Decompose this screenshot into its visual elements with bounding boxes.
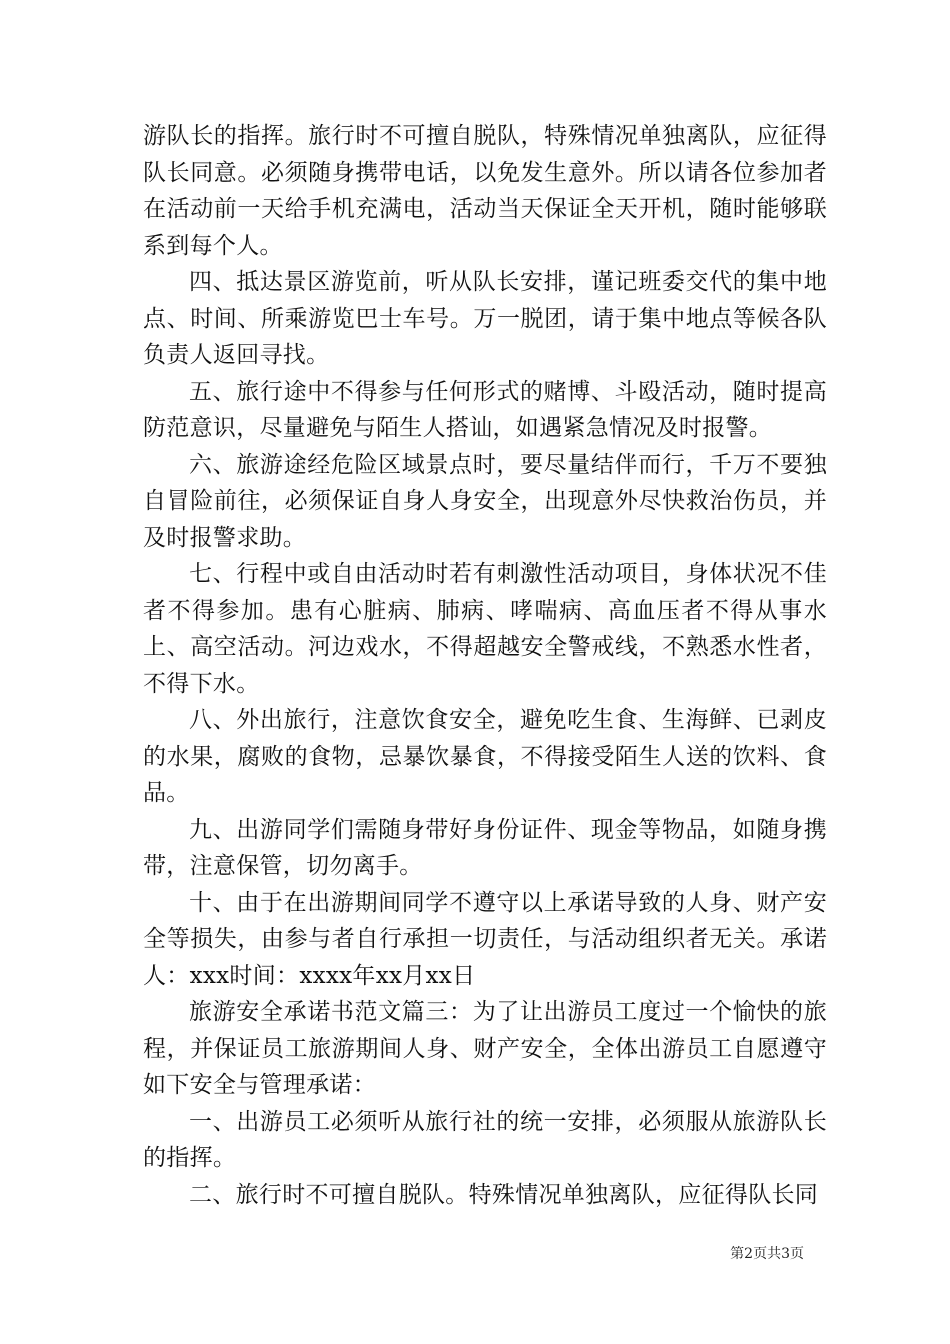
paragraph-article-three-item-1: 一、出游员工必须听从旅行社的统一安排，必须服从旅游队长的指挥。 <box>143 1108 827 1171</box>
page-number-indicator: 第2页共3页 <box>730 1246 804 1262</box>
paragraph-item-6: 六、旅游途经危险区域景点时，要尽量结伴而行，千万不要独自冒险前往，必须保证自身人身安全，出现意外尽快救治伤员，并及时报警求助。 <box>143 451 827 551</box>
paragraph-item-9: 九、出游同学们需随身带好身份证件、现金等物品，如随身携带，注意保管，切勿离手。 <box>143 816 827 879</box>
paragraph-item-7: 七、行程中或自由活动时若有刺激性活动项目，身体状况不佳者不得参加。患有心脏病、肺病、哮喘病、高血压者不得从事水上、高空活动。河边戏水，不得超越安全警戒线，不熟悉水性者，不得下水。 <box>143 561 827 697</box>
paragraph-continuation: 游队长的指挥。旅行时不可擅自脱队，特殊情况单独离队，应征得队长同意。必须随身携带电话，以免发生意外。所以请各位参加者在活动前一天给手机充满电，活动当天保证全天开机，随时能够联系到每个人。 <box>143 123 827 259</box>
document-body <box>143 118 827 1213</box>
paragraph-article-three-intro: 旅游安全承诺书范文篇三：为了让出游员工度过一个愉快的旅程，并保证员工旅游期间人身、财产安全，全体出游员工自愿遵守如下安全与管理承诺： <box>143 999 827 1098</box>
paragraph-item-5: 五、旅行途中不得参与任何形式的赌博、斗殴活动，随时提高防范意识，尽量避免与陌生人搭讪，如遇紧急情况及时报警。 <box>143 378 827 441</box>
paragraph-item-10: 十、由于在出游期间同学不遵守以上承诺导致的人身、财产安全等损失，由参与者自行承担一切责任，与活动组织者无关。承诺人：xxx时间：xxxx年xx月xx日 <box>143 889 827 989</box>
paragraph-item-4: 四、抵达景区游览前，听从队长安排，谨记班委交代的集中地点、时间、所乘游览巴士车号。万一脱团，请于集中地点等候各队负责人返回寻找。 <box>143 269 827 368</box>
paragraph-item-8: 八、外出旅行，注意饮食安全，避免吃生食、生海鲜、已剥皮的水果，腐败的食物，忌暴饮暴食，不得接受陌生人送的饮料、食品。 <box>143 707 827 806</box>
paragraph-article-three-item-2: 二、旅行时不可擅自脱队。特殊情况单独离队，应征得队长同 <box>189 1181 819 1208</box>
